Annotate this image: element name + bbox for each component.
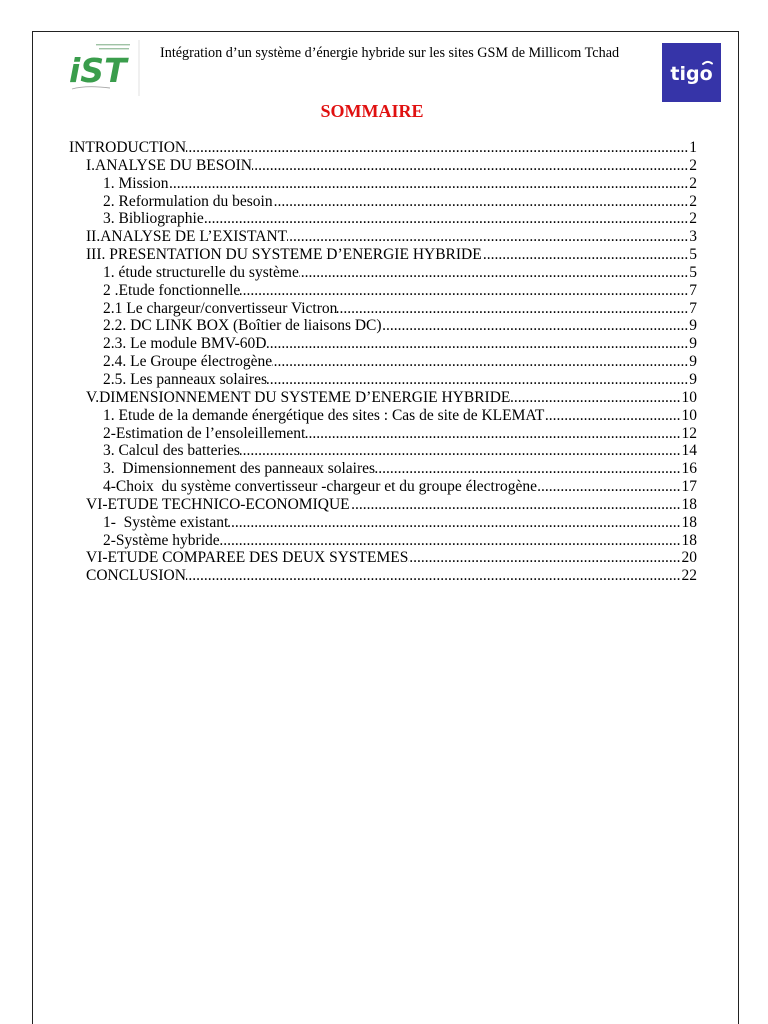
toc-entry-label: V.DIMENSIONNEMENT DU SYSTEME D’ENERGIE HYBRIDE [86, 388, 511, 406]
toc-entry [0, 478, 697, 496]
toc-page-number: 17 [681, 478, 697, 496]
toc-entry [0, 353, 697, 371]
ist-logo-tagline-mark [96, 44, 130, 45]
toc-entry-label: 3. Bibliographie [103, 210, 204, 228]
toc-entry-label: III. PRESENTATION DU SYSTEME D’ENERGIE HYBRIDE [86, 246, 482, 264]
toc-page-number: 3 [689, 228, 697, 246]
toc-entry [0, 157, 697, 175]
toc-entry [0, 442, 697, 460]
toc-entry [0, 193, 697, 211]
toc-page-number: 2 [689, 192, 697, 210]
toc-entry [0, 282, 697, 300]
toc-entry-label: VI-ETUDE COMPAREE DES DEUX SYSTEMES [86, 549, 409, 567]
toc-entry [0, 371, 697, 389]
toc-heading: SOMMAIRE [320, 101, 424, 121]
toc-entry-label: 3. Calcul des batteries [103, 442, 240, 460]
toc-dot-leader [537, 478, 682, 496]
ist-logo-letters: iST [69, 51, 127, 90]
toc-entry-label: INTRODUCTION [69, 139, 187, 156]
toc-entry [0, 139, 697, 157]
toc-entry-label: 1. Mission [103, 174, 169, 192]
toc-dot-leader [337, 300, 689, 318]
toc-entry [0, 496, 697, 514]
toc-entry [0, 300, 697, 318]
toc-entry-label: I.ANALYSE DU BESOIN [86, 156, 252, 174]
toc-entry [0, 175, 697, 193]
toc-dot-leader [266, 335, 689, 353]
toc-page-number: 9 [689, 335, 697, 353]
toc-page-number: 5 [689, 263, 697, 281]
toc-entry-label: 3. Dimensionnement des panneaux solaires [103, 460, 376, 478]
toc-entry-label: CONCLUSION [86, 567, 186, 585]
toc-dot-leader [482, 246, 690, 264]
toc-entry [0, 264, 697, 282]
toc-entry [0, 246, 697, 264]
toc-dot-leader [186, 567, 682, 585]
tigo-logo-letters: tigo [670, 63, 713, 85]
toc-page-number: 22 [681, 567, 697, 585]
toc-dot-leader [273, 193, 690, 211]
toc-entry-label: 2.1 Le chargeur/convertisseur Victron [103, 299, 338, 317]
toc-page-number: 9 [689, 370, 697, 388]
toc-entry-label: 2.5. Les panneaux solaires [103, 370, 267, 388]
toc-dot-leader [220, 532, 682, 550]
toc-entry [0, 210, 697, 228]
toc-entry-label: 1. Etude de la demande énergétique des sites : Cas de site de KLEMAT [103, 406, 545, 424]
toc-page-number: 20 [681, 549, 697, 567]
toc-entry [0, 549, 697, 567]
toc-page-number: 18 [681, 513, 697, 531]
toc-entry-label: 4-Choix du système convertisseur -chargeur et du groupe électrogène [103, 478, 537, 496]
toc-entry [0, 460, 697, 478]
toc-entry [0, 389, 697, 407]
toc-dot-leader [228, 514, 681, 532]
toc-dot-leader [382, 317, 690, 335]
toc-page-number: 2 [689, 174, 697, 192]
toc-dot-leader [168, 175, 689, 193]
toc-page-number: 18 [681, 531, 697, 549]
toc-entry-label: 1- Système existant [103, 513, 229, 531]
toc-page-number: 9 [689, 353, 697, 371]
toc-dot-leader [544, 407, 681, 425]
toc-dot-leader [252, 157, 689, 175]
toc-entry [0, 425, 697, 443]
header-title: Intégration d’un système d’énergie hybride sur les sites GSM de Millicom Tchad [160, 45, 620, 61]
toc-page-number: 5 [689, 246, 697, 264]
toc-entry-label: 2-Estimation de l’ensoleillement [103, 424, 306, 442]
toc-entry-label: VI-ETUDE TECHNICO-ECONOMIQUE [86, 495, 350, 513]
toc-entry [0, 514, 697, 532]
toc-page-number: 18 [681, 495, 697, 513]
toc-page-number: 1 [689, 139, 697, 156]
toc-entry-label: 1. étude structurelle du système [103, 263, 299, 281]
toc-page-number: 7 [689, 281, 697, 299]
toc-page-number: 2 [689, 210, 697, 228]
toc-entry-label: 2.4. Le Groupe électrogène [103, 353, 273, 371]
toc-dot-leader [240, 442, 682, 460]
toc-entry [0, 228, 697, 246]
ist-logo-tagline-mark [99, 48, 129, 49]
toc-page-number: 12 [681, 424, 697, 442]
toc-dot-leader [240, 282, 689, 300]
toc-entry-label: 2.3. Le module BMV-60D [103, 335, 267, 353]
toc-page-number: 2 [689, 156, 697, 174]
toc-entry [0, 532, 697, 550]
toc-entry [0, 407, 697, 425]
toc-entry-label: 2 .Etude fonctionnelle [103, 281, 241, 299]
toc-list [0, 139, 697, 585]
toc-dot-leader [186, 139, 689, 157]
toc-dot-leader [408, 549, 681, 567]
toc-entry [0, 317, 697, 335]
toc-entry [0, 335, 697, 353]
toc-entry-label: 2.2. DC LINK BOX (Boîtier de liaisons DC) [103, 317, 382, 335]
ist-logo [66, 38, 142, 98]
toc-page-number: 9 [689, 317, 697, 335]
toc-page-number: 14 [681, 442, 697, 460]
toc-dot-leader [267, 371, 689, 389]
toc-dot-leader [287, 228, 689, 246]
tigo-logo [662, 43, 721, 102]
toc-dot-leader [350, 496, 682, 514]
toc-page-number: 16 [681, 460, 697, 478]
toc-dot-leader [510, 389, 681, 407]
toc-entry-label: 2-Système hybride [103, 531, 220, 549]
toc-page-number: 10 [681, 406, 697, 424]
toc-dot-leader [375, 460, 681, 478]
toc-dot-leader [305, 425, 681, 443]
toc-entry-label: II.ANALYSE DE L’EXISTANT [86, 228, 288, 246]
toc-dot-leader [204, 210, 690, 228]
toc-entry-label: 2. Reformulation du besoin [103, 192, 273, 210]
toc-dot-leader [272, 353, 689, 371]
toc-page-number: 10 [681, 388, 697, 406]
toc-page-number: 7 [689, 299, 697, 317]
toc-dot-leader [299, 264, 689, 282]
toc-entry [0, 567, 697, 585]
